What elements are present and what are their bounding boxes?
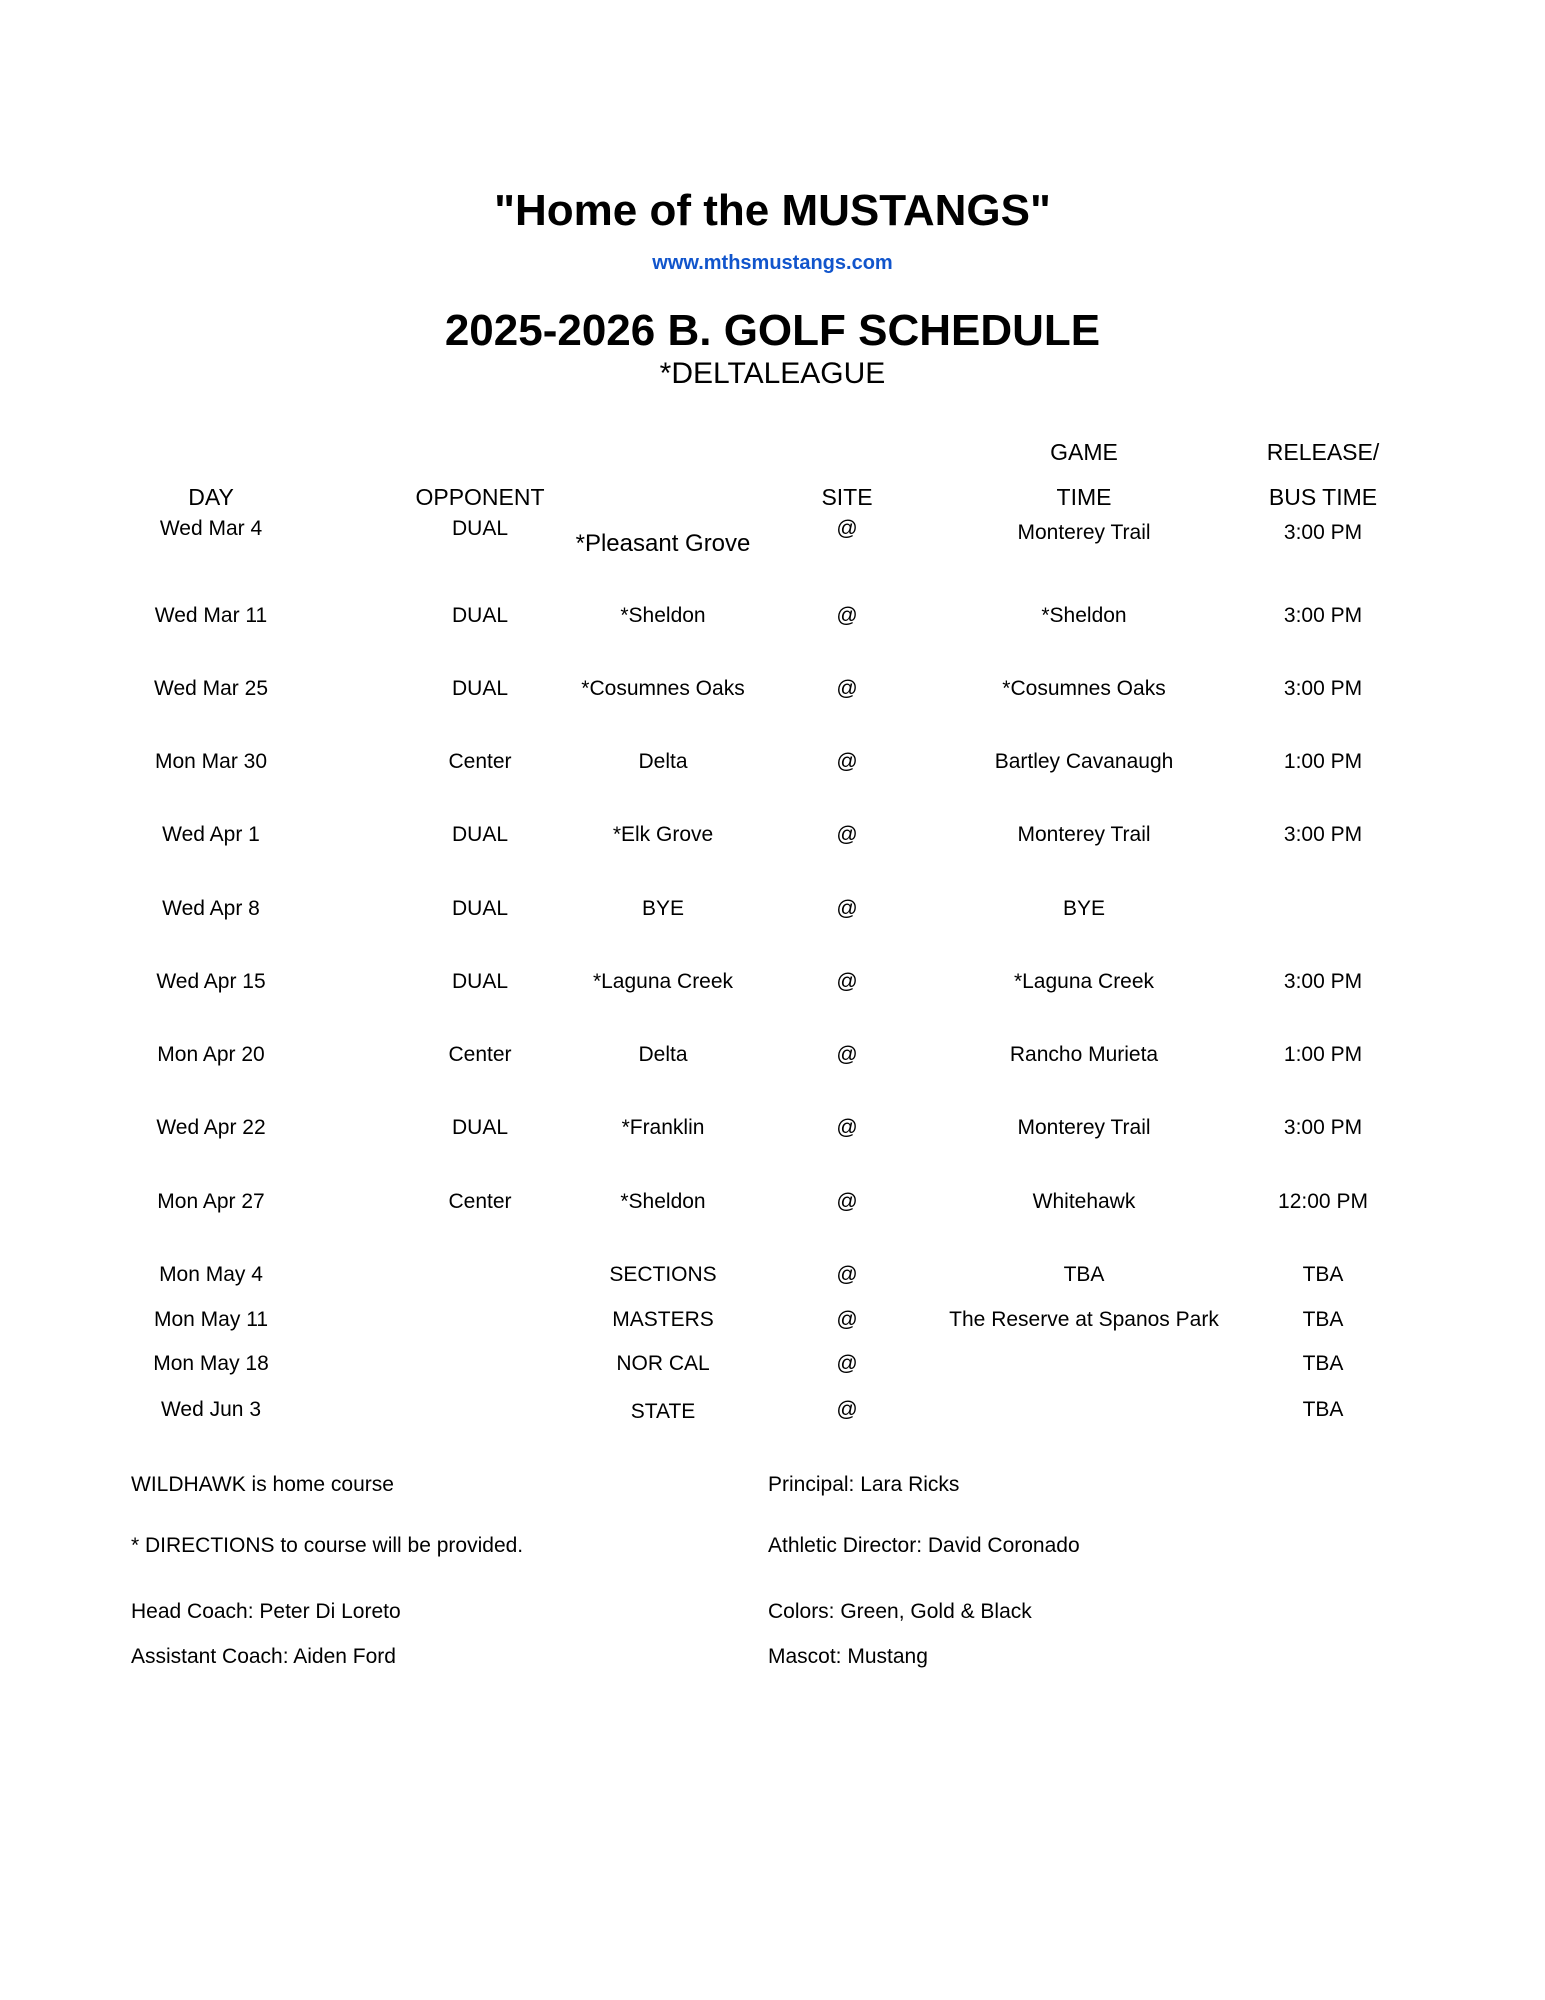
cell-opponent: *Franklin bbox=[621, 1116, 705, 1139]
cell-day: Mon May 4 bbox=[159, 1263, 263, 1286]
cell-site: Monterey Trail bbox=[1017, 823, 1151, 846]
cell-site: *Cosumnes Oaks bbox=[1002, 677, 1166, 700]
cell-bus-time: TBA bbox=[1302, 1398, 1344, 1421]
cell-bus-time: 3:00 PM bbox=[1283, 1116, 1363, 1139]
cell-type: Center bbox=[448, 1190, 512, 1213]
cell-day: Wed Apr 1 bbox=[162, 823, 260, 846]
footer-mascot: Mascot: Mustang bbox=[768, 1645, 928, 1668]
cell-site: *Sheldon bbox=[1041, 604, 1127, 627]
cell-site: The Reserve at Spanos Park bbox=[949, 1308, 1219, 1331]
page-title: "Home of the MUSTANGS" bbox=[494, 186, 1051, 235]
cell-at: @ bbox=[836, 1116, 858, 1139]
cell-bus-time: 3:00 PM bbox=[1283, 677, 1363, 700]
cell-at: @ bbox=[836, 1352, 858, 1375]
cell-site: Whitehawk bbox=[1032, 1190, 1136, 1213]
footer-directions: * DIRECTIONS to course will be provided. bbox=[131, 1534, 524, 1557]
cell-day: Wed Apr 8 bbox=[162, 897, 260, 920]
cell-at: @ bbox=[836, 1190, 858, 1213]
cell-at: @ bbox=[836, 517, 858, 540]
cell-type: DUAL bbox=[451, 604, 509, 627]
cell-day: Wed Mar 11 bbox=[154, 604, 268, 627]
header-bus-time: BUS TIME bbox=[1268, 484, 1378, 510]
cell-day: Wed Mar 4 bbox=[159, 517, 263, 540]
cell-site: Rancho Murieta bbox=[1009, 1043, 1159, 1066]
cell-bus-time: 3:00 PM bbox=[1283, 970, 1363, 993]
cell-day: Mon Apr 20 bbox=[157, 1043, 265, 1066]
cell-day: Wed Jun 3 bbox=[160, 1398, 262, 1421]
footer-home-course: WILDHAWK is home course bbox=[131, 1473, 394, 1496]
header-site: SITE bbox=[821, 484, 873, 510]
cell-at: @ bbox=[836, 1043, 858, 1066]
cell-at: @ bbox=[836, 750, 858, 773]
cell-bus-time: 1:00 PM bbox=[1283, 1043, 1363, 1066]
cell-type: DUAL bbox=[451, 897, 509, 920]
cell-opponent: *Cosumnes Oaks bbox=[581, 677, 745, 700]
cell-opponent: SECTIONS bbox=[609, 1263, 717, 1286]
cell-opponent: *Sheldon bbox=[620, 604, 706, 627]
cell-opponent: *Elk Grove bbox=[612, 823, 714, 846]
footer-assistant-coach: Assistant Coach: Aiden Ford bbox=[131, 1645, 396, 1668]
cell-day: Wed Apr 15 bbox=[156, 970, 266, 993]
cell-bus-time: 3:00 PM bbox=[1283, 604, 1363, 627]
cell-day: Mon Mar 30 bbox=[154, 750, 268, 773]
cell-at: @ bbox=[836, 677, 858, 700]
cell-day: Mon May 11 bbox=[154, 1308, 268, 1331]
cell-at: @ bbox=[836, 897, 858, 920]
schedule-title: 2025-2026 B. GOLF SCHEDULE bbox=[444, 306, 1101, 355]
cell-site: BYE bbox=[1062, 897, 1106, 920]
cell-site: Monterey Trail bbox=[1017, 1116, 1151, 1139]
header-day: DAY bbox=[188, 484, 234, 510]
footer-principal: Principal: Lara Ricks bbox=[768, 1473, 960, 1496]
cell-site: Bartley Cavanaugh bbox=[994, 750, 1174, 773]
cell-type: Center bbox=[448, 750, 512, 773]
cell-type: DUAL bbox=[451, 823, 509, 846]
cell-day: Mon Apr 27 bbox=[157, 1190, 265, 1213]
cell-at: @ bbox=[836, 1263, 858, 1286]
cell-site: *Laguna Creek bbox=[1013, 970, 1155, 993]
cell-type: DUAL bbox=[451, 677, 509, 700]
header-opponent: OPPONENT bbox=[415, 484, 545, 510]
cell-opponent: *Pleasant Grove bbox=[575, 530, 751, 557]
cell-type: DUAL bbox=[451, 1116, 509, 1139]
league-subtitle: *DELTALEAGUE bbox=[659, 357, 886, 390]
header-game: GAME bbox=[1050, 439, 1118, 465]
cell-bus-time: 12:00 PM bbox=[1278, 1190, 1368, 1213]
header-time: TIME bbox=[1056, 484, 1112, 510]
cell-opponent: STATE bbox=[630, 1400, 696, 1423]
cell-opponent: NOR CAL bbox=[616, 1352, 710, 1375]
cell-day: Wed Apr 22 bbox=[156, 1116, 266, 1139]
footer-head-coach: Head Coach: Peter Di Loreto bbox=[131, 1600, 401, 1623]
cell-day: Wed Mar 25 bbox=[154, 677, 268, 700]
header-release: RELEASE/ bbox=[1266, 439, 1380, 465]
cell-bus-time: TBA bbox=[1302, 1308, 1344, 1331]
cell-bus-time: TBA bbox=[1302, 1263, 1344, 1286]
cell-opponent: Delta bbox=[638, 1043, 688, 1066]
cell-opponent: *Sheldon bbox=[620, 1190, 706, 1213]
cell-opponent: Delta bbox=[638, 750, 688, 773]
cell-at: @ bbox=[836, 970, 858, 993]
cell-site: Monterey Trail bbox=[1017, 521, 1151, 544]
cell-type: DUAL bbox=[451, 970, 509, 993]
cell-opponent: BYE bbox=[641, 897, 685, 920]
cell-day: Mon May 18 bbox=[153, 1352, 269, 1375]
cell-site: TBA bbox=[1063, 1263, 1105, 1286]
cell-bus-time: 1:00 PM bbox=[1283, 750, 1363, 773]
cell-at: @ bbox=[836, 1308, 858, 1331]
cell-type: Center bbox=[448, 1043, 512, 1066]
cell-type: DUAL bbox=[451, 517, 509, 540]
website-link[interactable]: www.mthsmustangs.com bbox=[652, 252, 893, 274]
cell-opponent: *Laguna Creek bbox=[592, 970, 734, 993]
cell-at: @ bbox=[836, 823, 858, 846]
cell-at: @ bbox=[836, 1398, 858, 1421]
cell-bus-time: TBA bbox=[1302, 1352, 1344, 1375]
cell-bus-time: 3:00 PM bbox=[1283, 521, 1363, 544]
cell-bus-time: 3:00 PM bbox=[1283, 823, 1363, 846]
cell-opponent: MASTERS bbox=[612, 1308, 714, 1331]
footer-colors: Colors: Green, Gold & Black bbox=[768, 1600, 1032, 1623]
cell-at: @ bbox=[836, 604, 858, 627]
footer-athletic-director: Athletic Director: David Coronado bbox=[768, 1534, 1080, 1557]
